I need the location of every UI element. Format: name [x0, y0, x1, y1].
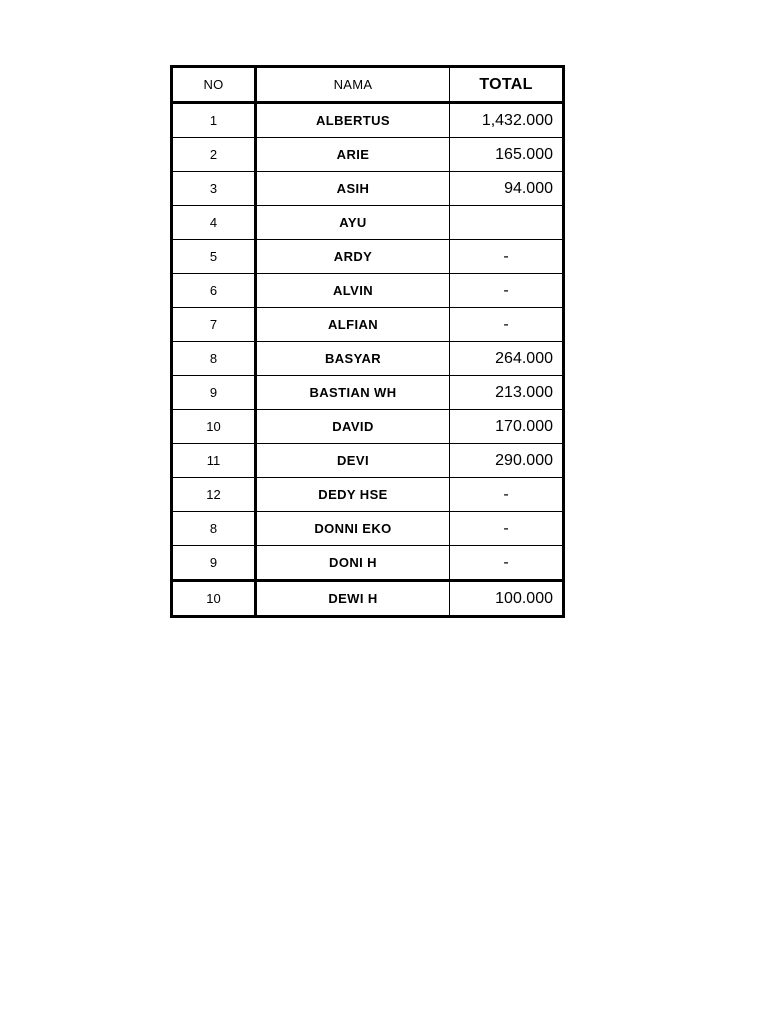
cell-no: 4 [172, 206, 256, 240]
table-row [172, 308, 564, 342]
cell-total: - [450, 546, 564, 581]
table-row [172, 206, 564, 240]
cell-nama: DEWI H [256, 581, 450, 617]
cell-total: - [450, 274, 564, 308]
header-total: TOTAL [450, 67, 564, 103]
cell-total: 264.000 [450, 342, 564, 376]
cell-total: 170.000 [450, 410, 564, 444]
table-row [172, 274, 564, 308]
cell-total: - [450, 240, 564, 274]
cell-total [450, 206, 564, 240]
table-row [172, 581, 564, 617]
cell-nama: BASYAR [256, 342, 450, 376]
cell-nama: DONNI EKO [256, 512, 450, 546]
cell-no: 8 [172, 342, 256, 376]
table-row [172, 376, 564, 410]
cell-no: 6 [172, 274, 256, 308]
cell-no: 9 [172, 376, 256, 410]
cell-no: 8 [172, 512, 256, 546]
header-no: NO [172, 67, 256, 103]
table-row [172, 444, 564, 478]
cell-nama: ARDY [256, 240, 450, 274]
header-row [172, 67, 564, 103]
cell-nama: AYU [256, 206, 450, 240]
cell-no: 12 [172, 478, 256, 512]
cell-no: 1 [172, 103, 256, 138]
cell-total: 1,432.000 [450, 103, 564, 138]
cell-nama: ALBERTUS [256, 103, 450, 138]
table-row [172, 342, 564, 376]
cell-nama: ASIH [256, 172, 450, 206]
cell-total: 290.000 [450, 444, 564, 478]
table-row [172, 138, 564, 172]
data-table [170, 65, 565, 618]
cell-nama: DEVI [256, 444, 450, 478]
cell-total: 165.000 [450, 138, 564, 172]
table-row [172, 172, 564, 206]
cell-no: 10 [172, 581, 256, 617]
cell-nama: ALFIAN [256, 308, 450, 342]
spreadsheet-page [170, 65, 562, 618]
cell-total: - [450, 478, 564, 512]
cell-nama: DAVID [256, 410, 450, 444]
table-row [172, 478, 564, 512]
cell-no: 2 [172, 138, 256, 172]
table-row [172, 410, 564, 444]
table-row [172, 512, 564, 546]
cell-total: 213.000 [450, 376, 564, 410]
header-nama: NAMA [256, 67, 450, 103]
table-row [172, 240, 564, 274]
cell-nama: BASTIAN WH [256, 376, 450, 410]
cell-nama: ARIE [256, 138, 450, 172]
table-body [172, 103, 564, 617]
cell-total: - [450, 512, 564, 546]
table-row [172, 546, 564, 581]
cell-no: 7 [172, 308, 256, 342]
cell-no: 11 [172, 444, 256, 478]
cell-nama: DEDY HSE [256, 478, 450, 512]
cell-no: 5 [172, 240, 256, 274]
cell-no: 10 [172, 410, 256, 444]
cell-total: 94.000 [450, 172, 564, 206]
cell-no: 3 [172, 172, 256, 206]
cell-no: 9 [172, 546, 256, 581]
cell-nama: DONI H [256, 546, 450, 581]
cell-nama: ALVIN [256, 274, 450, 308]
cell-total: 100.000 [450, 581, 564, 617]
table-row [172, 103, 564, 138]
cell-total: - [450, 308, 564, 342]
